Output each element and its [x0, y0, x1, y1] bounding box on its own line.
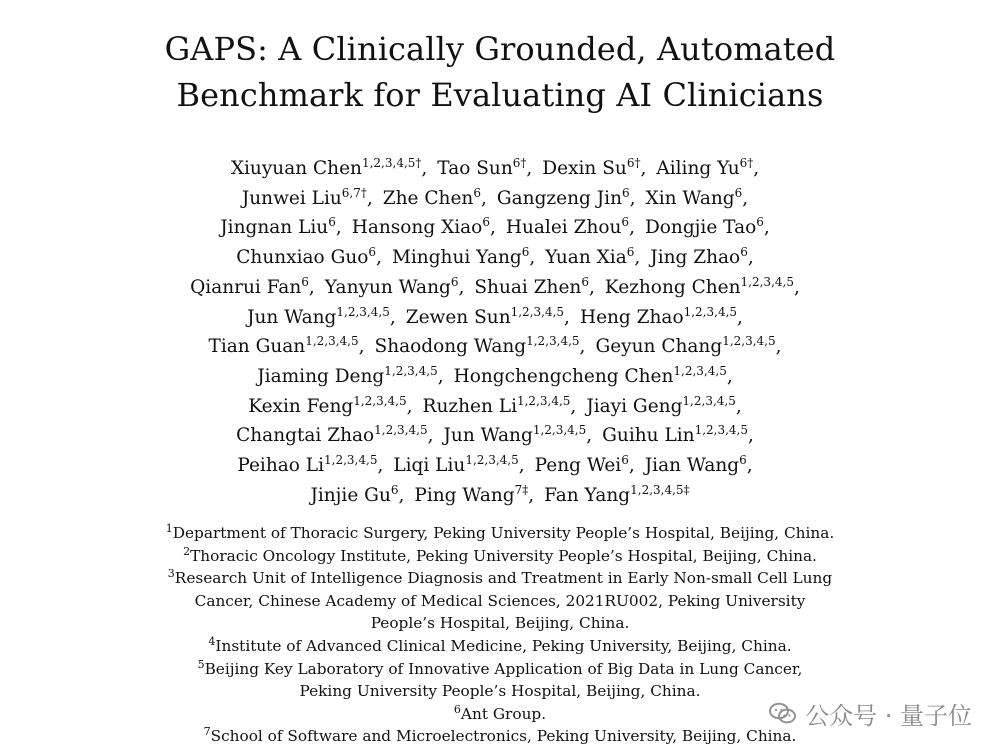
author-entry	[645, 217, 764, 238]
author-separator: ,	[518, 455, 525, 477]
author-name: Tao Sun	[437, 158, 513, 179]
author-affiliation-marker: 6	[301, 274, 309, 289]
author-name: Fan Yang	[544, 484, 631, 506]
author-separator: ,	[735, 395, 742, 417]
author-entry	[257, 363, 438, 387]
affiliation-number: 5	[197, 657, 205, 671]
author-name: Ruzhen Li	[422, 395, 517, 417]
author-separator: ,	[406, 395, 413, 417]
affiliation-text: Thoracic Oncology Institute, Peking University People’s Hospital, Beijing, China.	[190, 546, 817, 565]
author-entry	[542, 158, 640, 179]
author-name: Jiaming Deng	[257, 365, 385, 387]
author-separator: ,	[421, 158, 428, 179]
author-entry	[236, 425, 428, 446]
affiliation-number: 1	[165, 522, 173, 535]
author-affiliation-marker: 1,2,3,4,5	[694, 423, 749, 438]
author-separator: ,	[528, 484, 535, 506]
author-separator: ,	[398, 484, 405, 506]
author-separator: ,	[726, 365, 733, 387]
author-entry	[650, 247, 748, 268]
author-entry	[535, 455, 629, 476]
author-name: Jiayi Geng	[586, 395, 683, 417]
author-separator: ,	[529, 247, 536, 269]
author-entry	[453, 363, 727, 387]
author-name: Shaodong Wang	[374, 336, 527, 358]
paper-title-line: GAPS: A Clinically Grounded, Automated	[164, 30, 836, 68]
author-separator: ,	[437, 365, 444, 387]
author-affiliation-marker: 1,2,3,4,5	[305, 334, 359, 349]
author-name: Peng Wei	[534, 455, 622, 477]
author-separator: ,	[586, 425, 593, 447]
author-entry	[586, 393, 736, 417]
author-entry	[208, 336, 358, 357]
author-entry	[602, 425, 748, 446]
author-name: Xiuyuan Chen	[230, 158, 362, 179]
affiliation-text: Beijing Key Laboratory of Innovative Application of Big Data in Lung Cancer,	[204, 659, 803, 678]
author-entry	[241, 185, 367, 209]
author-line	[0, 362, 1000, 392]
author-entry	[247, 304, 390, 328]
author-line	[0, 392, 1000, 422]
watermark-text: 公众号 · 量子位	[805, 702, 972, 730]
author-name: Hualei Zhou	[505, 217, 622, 239]
author-entry	[237, 455, 377, 476]
author-affiliation-marker: 1,2,3,4,5	[384, 363, 438, 378]
author-entry	[595, 336, 775, 357]
author-name: Junwei Liu	[241, 187, 342, 209]
author-affiliation-marker: 6	[482, 215, 490, 230]
author-name: Ping Wang	[414, 484, 515, 506]
author-name: Yuan Xia	[545, 247, 627, 269]
author-name: Xin Wang	[645, 187, 735, 209]
paper-title-line: Benchmark for Evaluating AI Clinicians	[176, 76, 824, 114]
affiliation-line	[0, 545, 1000, 568]
affiliation-number: 3	[167, 567, 175, 581]
author-entry	[248, 393, 407, 417]
author-name: Jinjie Gu	[310, 484, 391, 506]
author-separator: ,	[358, 336, 365, 358]
paper-title	[0, 26, 1000, 118]
author-separator: ,	[389, 306, 396, 328]
author-separator: ,	[763, 217, 770, 239]
affiliation-line	[0, 567, 1000, 590]
author-entry	[231, 158, 422, 179]
author-affiliation-marker: 6	[473, 185, 481, 200]
author-separator: ,	[747, 247, 754, 269]
author-line	[0, 303, 1000, 333]
author-entry	[382, 185, 481, 209]
author-affiliation-marker: 1,2,3,4,5	[465, 453, 519, 468]
wechat-icon	[769, 702, 797, 726]
author-affiliation-marker: 6†	[626, 156, 641, 170]
author-entry	[604, 274, 794, 298]
author-affiliation-marker: 1,2,3,4,5	[374, 423, 428, 438]
author-line	[0, 481, 1000, 511]
author-affiliation-marker: 1,2,3,4,5	[526, 334, 580, 349]
author-affiliation-marker: 6	[740, 245, 748, 260]
author-name: Dongjie Tao	[644, 217, 757, 239]
author-entry	[656, 158, 753, 179]
affiliation-text: Ant Group.	[460, 704, 547, 723]
author-name: Jian Wang	[644, 455, 740, 477]
author-separator: ,	[737, 306, 743, 328]
affiliation-text: Department of Thoracic Surgery, Peking University People’s Hospital, Beijing, China.	[172, 524, 835, 542]
author-separator: ,	[634, 247, 641, 269]
author-affiliation-marker: 1,2,3,4,5	[516, 393, 571, 408]
author-affiliation-marker: 6	[622, 185, 630, 200]
author-affiliation-marker: 1,2,3,4,5	[740, 274, 794, 289]
author-separator: ,	[775, 336, 782, 358]
author-entry	[405, 304, 565, 328]
author-entry	[422, 393, 571, 417]
author-affiliation-marker: 6,7†	[341, 185, 367, 200]
author-affiliation-marker: 1,2,3,4,5	[682, 393, 736, 408]
author-entry	[474, 274, 589, 298]
author-separator: ,	[489, 217, 496, 239]
affiliation-line	[0, 658, 1000, 681]
author-affiliation-marker: 1,2,3,4,5	[510, 304, 565, 319]
author-entry	[645, 185, 743, 209]
author-entry	[324, 274, 459, 298]
author-entry	[310, 482, 399, 506]
author-name: Kexin Feng	[248, 395, 354, 417]
author-affiliation-marker: 6	[581, 274, 589, 289]
author-affiliation-marker: 6	[328, 215, 336, 230]
author-entry	[190, 274, 309, 298]
author-affiliation-marker: 6†	[739, 156, 754, 170]
author-separator: ,	[458, 276, 465, 298]
author-separator: ,	[427, 425, 434, 447]
author-name: Ailing Yu	[656, 158, 740, 179]
author-entry	[393, 455, 518, 476]
author-name: Zhe Chen	[382, 187, 474, 209]
affiliation-text: Cancer, Chinese Academy of Medical Sciences, 2021RU002, Peking University	[194, 591, 806, 610]
author-separator: ,	[308, 276, 315, 298]
author-separator: ,	[640, 158, 647, 179]
affiliation-line	[0, 590, 1000, 613]
author-affiliation-marker: 6	[450, 274, 459, 289]
affiliation-number: 7	[203, 725, 211, 739]
author-name: Chunxiao Guo	[236, 247, 369, 269]
author-entry	[352, 217, 490, 238]
author-separator: ,	[480, 187, 487, 209]
author-affiliation-marker: 1,2,3,4,5†	[361, 156, 422, 170]
author-affiliation-marker: 1,2,3,4,5	[353, 393, 407, 408]
author-entry	[392, 247, 529, 268]
author-separator: ,	[746, 455, 753, 477]
author-affiliation-marker: 1,2,3,4,5	[683, 304, 738, 319]
author-line	[0, 332, 1000, 362]
author-name: Qianrui Fan	[190, 276, 302, 298]
author-affiliation-marker: 6	[756, 215, 764, 230]
author-name: Hansong Xiao	[351, 217, 483, 239]
author-entry	[220, 217, 336, 238]
author-line	[0, 273, 1000, 303]
author-name: Shuai Zhen	[474, 276, 582, 298]
author-affiliation-marker: 1,2,3,4,5	[532, 423, 587, 438]
author-name: Jun Wang	[443, 425, 533, 447]
author-affiliation-marker: 6	[739, 453, 747, 468]
author-affiliation-marker: 6	[521, 245, 530, 260]
author-separator: ,	[377, 455, 384, 477]
author-line	[0, 154, 1000, 184]
author-affiliation-marker: 6	[626, 245, 635, 260]
affiliation-line	[0, 522, 1000, 545]
author-name: Jing Zhao	[650, 247, 741, 269]
affiliation-number: 2	[183, 544, 191, 558]
author-line	[0, 213, 1000, 243]
author-separator: ,	[628, 455, 635, 477]
author-separator: ,	[753, 158, 760, 179]
author-affiliation-marker: 6	[621, 453, 629, 468]
affiliation-number: 4	[208, 634, 216, 648]
author-entry	[375, 336, 580, 357]
author-affiliation-marker: 6†	[512, 156, 527, 170]
affiliation-text: Peking University People’s Hospital, Beijing, China.	[299, 682, 701, 701]
author-name: Hongchengcheng Chen	[453, 365, 674, 387]
author-name: Jun Wang	[247, 306, 337, 328]
author-separator: ,	[629, 187, 636, 209]
author-entry	[506, 217, 629, 238]
author-entry	[437, 158, 526, 179]
author-name: Zewen Sun	[405, 306, 511, 328]
author-separator: ,	[366, 187, 373, 209]
author-affiliation-marker: 1,2,3,4,5	[673, 363, 727, 378]
author-separator: ,	[629, 217, 635, 239]
author-affiliation-marker: 6	[368, 245, 377, 260]
author-entry	[414, 482, 529, 506]
author-entry	[443, 425, 586, 446]
author-separator: ,	[376, 247, 382, 269]
author-affiliation-marker: 1,2,3,4,5‡	[630, 482, 690, 497]
author-separator: ,	[793, 276, 800, 298]
affiliation-text: Research Unit of Intelligence Diagnosis and Treatment in Early Non-small Cell Lung	[174, 569, 833, 588]
affiliation-line	[0, 635, 1000, 658]
author-entry	[496, 185, 630, 209]
author-name: Yanyun Wang	[324, 276, 451, 298]
affiliation-text: School of Software and Microelectronics, Peking University, Beijing, China.	[210, 727, 797, 746]
author-entry	[645, 455, 747, 476]
author-name: Minghui Yang	[391, 247, 522, 269]
author-separator: ,	[579, 336, 586, 358]
author-name: Geyun Chang	[595, 336, 723, 358]
author-line	[0, 184, 1000, 214]
author-list	[0, 154, 1000, 510]
affiliation-line	[0, 612, 1000, 635]
author-name: Tian Guan	[208, 336, 306, 358]
author-affiliation-marker: 7‡	[514, 482, 529, 497]
author-entry	[545, 247, 634, 268]
author-name: Peihao Li	[237, 455, 325, 477]
author-name: Changtai Zhao	[236, 425, 375, 447]
author-line	[0, 243, 1000, 273]
author-name: Kezhong Chen	[604, 276, 741, 298]
author-entry	[236, 247, 376, 268]
author-affiliation-marker: 6	[734, 185, 743, 200]
author-name: Dexin Su	[542, 158, 627, 179]
author-separator: ,	[526, 158, 533, 179]
affiliation-text: Institute of Advanced Clinical Medicine, Peking University, Beijing, China.	[215, 636, 792, 655]
author-name: Guihu Lin	[602, 425, 695, 447]
author-affiliation-marker: 6	[390, 482, 399, 497]
author-entry	[544, 482, 690, 506]
affiliation-number: 6	[453, 702, 461, 716]
author-separator: ,	[742, 187, 749, 209]
author-name: Jingnan Liu	[220, 217, 329, 239]
watermark	[769, 696, 972, 731]
author-name: Gangzeng Jin	[496, 187, 622, 209]
author-separator: ,	[748, 425, 754, 447]
author-line	[0, 451, 1000, 481]
author-separator: ,	[570, 395, 577, 417]
author-separator: ,	[588, 276, 595, 298]
author-name: Heng Zhao	[579, 306, 684, 328]
author-separator: ,	[335, 217, 342, 239]
author-affiliation-marker: 1,2,3,4,5	[722, 334, 776, 349]
author-name: Liqi Liu	[393, 455, 466, 477]
author-affiliation-marker: 6	[621, 215, 630, 230]
author-separator: ,	[564, 306, 570, 328]
author-entry	[579, 304, 738, 328]
author-affiliation-marker: 1,2,3,4,5	[336, 304, 390, 319]
author-line	[0, 421, 1000, 451]
affiliation-text: People’s Hospital, Beijing, China.	[370, 614, 630, 633]
author-affiliation-marker: 1,2,3,4,5	[324, 453, 378, 468]
